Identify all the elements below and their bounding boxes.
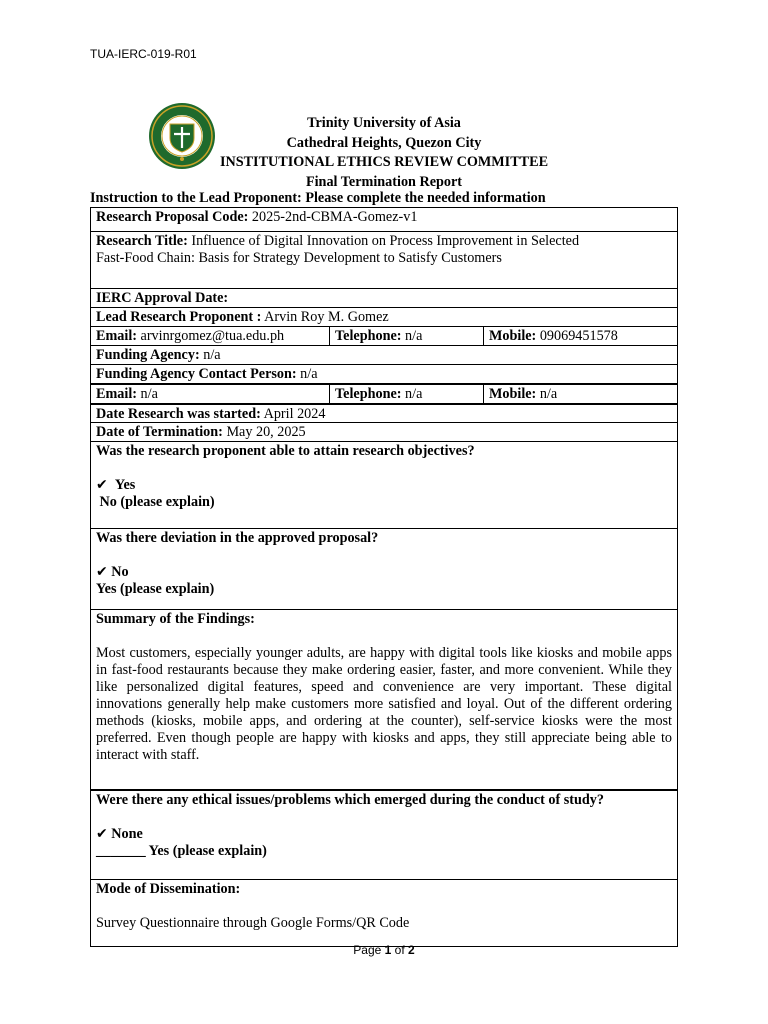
proposal-code-label: Research Proposal Code: (96, 209, 249, 225)
date-termination-value: May 20, 2025 (226, 424, 306, 440)
funding-contact-value: n/a (300, 366, 318, 382)
objectives-question-row (91, 441, 677, 528)
agency-email-cell (91, 385, 329, 403)
summary-label: Summary of the Findings: (96, 611, 255, 627)
funding-contact-label: Funding Agency Contact Person: (96, 366, 297, 382)
termination-form (90, 207, 678, 947)
page-footer (0, 943, 768, 957)
deviation-question-row (91, 528, 677, 609)
lead-proponent-row (91, 307, 677, 326)
date-started-value: April 2024 (263, 406, 326, 422)
report-title: Final Termination Report (305, 173, 463, 190)
agency-mobile-value: n/a (539, 386, 558, 402)
proposal-code-value: 2025-2nd-CBMA-Gomez-v1 (251, 209, 418, 225)
proponent-email-cell (91, 327, 329, 345)
research-title-value-line2: Fast-Food Chain: Basis for Strategy Development to Satisfy Customers (96, 250, 502, 266)
agency-mobile-label: Mobile: (489, 386, 537, 402)
proponent-telephone-label: Telephone: (335, 328, 402, 344)
research-title-row (91, 231, 677, 288)
ethical-question: Were there any ethical issues/problems which emerged during the conduct of study? (96, 792, 604, 808)
committee-name: INSTITUTIONAL ETHICS REVIEW COMMITTEE (219, 154, 549, 170)
objectives-question: Was the research proponent able to attain research objectives? (96, 443, 475, 459)
lead-proponent-value: Arvin Roy M. Gomez (264, 309, 389, 325)
agency-mobile-cell (483, 385, 677, 403)
date-started-label: Date Research was started: (96, 406, 261, 422)
proponent-mobile-cell (483, 327, 677, 345)
proponent-email-label: Email: (96, 328, 137, 344)
proposal-code-row (91, 208, 677, 231)
page-total: 2 (408, 943, 415, 957)
agency-telephone-cell (329, 385, 483, 403)
summary-row (91, 609, 677, 789)
funding-agency-value: n/a (203, 347, 221, 363)
ethical-yes-option: _______ Yes (please explain) (96, 843, 267, 859)
page-word: Page (353, 943, 382, 957)
page-number: 1 (384, 943, 392, 957)
approval-date-row (91, 288, 677, 307)
lead-proponent-label: Lead Research Proponent : (96, 309, 262, 325)
dissemination-value: Survey Questionnaire through Google Forms/QR Code (96, 915, 410, 931)
university-name: Trinity University of Asia (307, 115, 461, 131)
deviation-yes-option: Yes (please explain) (96, 581, 215, 597)
deviation-no-option: No (111, 564, 129, 580)
dissemination-label: Mode of Dissemination: (96, 881, 241, 897)
ethical-none-option: None (111, 826, 143, 842)
agency-telephone-label: Telephone: (335, 386, 402, 402)
document-code: TUA-IERC-019-R01 (90, 47, 197, 61)
objectives-no-option: No (please explain) (99, 494, 215, 510)
approval-date-label: IERC Approval Date: (96, 290, 229, 306)
date-termination-row (91, 422, 677, 441)
research-title-value: Influence of Digital Innovation on Process Improvement in Selected (191, 233, 580, 249)
deviation-question: Was there deviation in the approved proposal? (96, 530, 379, 546)
summary-text: Most customers, especially younger adults, are happy with digital tools like kiosks and mobile apps in fast-food restaurants because they make ordering easier, faster, and more convenient. While they like personalized digital features, speed and convenience are very important. These digital innovations generally help make customers more satisfied and loyal. Out of the different ordering methods (kiosks, mobile apps, and ordering at the counter), self-service kiosks were the most preferred. Even though people are happy with kiosks and apps, they still appreciate being able to interact with staff. (96, 645, 672, 763)
deviation-check-icon: ✔ (96, 564, 108, 580)
agency-telephone-value: n/a (405, 386, 423, 402)
of-word: of (394, 943, 405, 957)
date-started-row (91, 403, 677, 422)
proponent-contact-row (91, 326, 677, 345)
agency-email-label: Email: (96, 386, 137, 402)
funding-agency-label: Funding Agency: (96, 347, 200, 363)
objectives-check-icon: ✔ (96, 477, 108, 493)
ethical-check-icon: ✔ (96, 826, 108, 842)
proponent-email-value: arvinrgomez@tua.edu.ph (140, 328, 285, 344)
funding-agency-row (91, 345, 677, 364)
objectives-yes-option: Yes (114, 477, 136, 493)
instruction-text: Instruction to the Lead Proponent: Please complete the needed information (90, 190, 546, 206)
agency-contact-row (91, 383, 677, 403)
proponent-telephone-cell (329, 327, 483, 345)
university-address: Cathedral Heights, Quezon City (286, 134, 482, 151)
proponent-mobile-value: 09069451578 (539, 328, 618, 344)
research-title-label: Research Title: (96, 233, 188, 249)
report-header (180, 114, 588, 192)
proponent-mobile-label: Mobile: (489, 328, 537, 344)
agency-email-value: n/a (140, 386, 158, 402)
date-termination-label: Date of Termination: (96, 424, 223, 440)
proponent-telephone-value: n/a (405, 328, 423, 344)
funding-contact-row (91, 364, 677, 383)
dissemination-row (91, 879, 677, 946)
ethical-question-row (91, 789, 677, 879)
